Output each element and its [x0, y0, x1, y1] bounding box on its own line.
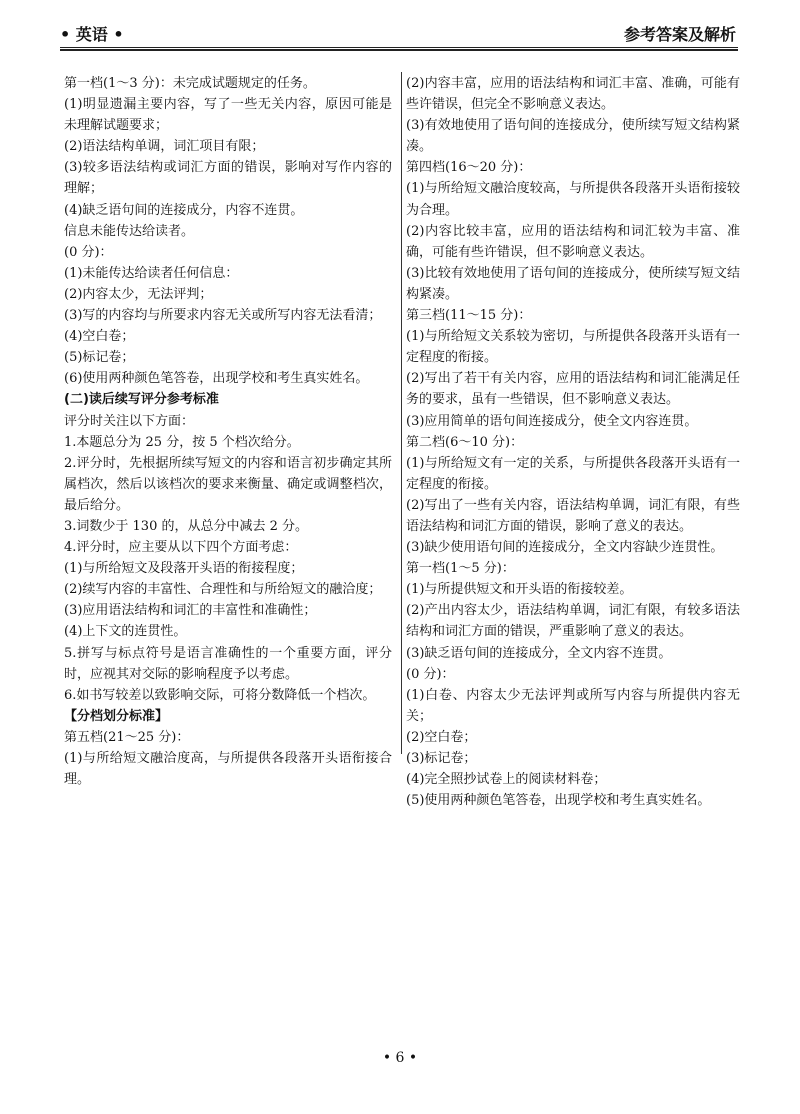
paragraph: 3.词数少于 130 的，从总分中减去 2 分。 — [64, 518, 309, 534]
paragraph: (1)与所给短文及段落开头语的衔接程度； — [64, 561, 304, 577]
subject-header: • 英语 • — [60, 25, 124, 44]
paragraph: (3)比较有效地使用了语句间的连接成分，使所续写短文结构紧凑。 — [406, 265, 740, 302]
paragraph: 第二档(6～10 分)： — [406, 434, 524, 450]
paragraph: 5.拼写与标点符号是语言准确性的一个重要方面，评分时，应视其对交际的影响程度予以考虑。 — [64, 645, 392, 682]
page-number: • 6 • — [382, 1050, 418, 1066]
paragraph: (1)明显遗漏主要内容，写了一些无关内容，原因可能是未理解试题要求； — [64, 97, 392, 134]
paragraph: (5)标记卷； — [64, 350, 135, 366]
paragraph: (1)与所给短文融洽度高，与所提供各段落开头语衔接合理。 — [64, 751, 392, 788]
paragraph: 第三档(11～15 分)： — [406, 308, 532, 324]
paragraph: (4)完全照抄试卷上的阅读材料卷； — [406, 772, 607, 788]
right-column — [406, 73, 740, 811]
paragraph: (3)应用语法结构和词汇的丰富性和准确性； — [64, 603, 317, 619]
paragraph: (5)使用两种颜色笔答卷，出现学校和考生真实姓名。 — [406, 793, 711, 809]
paragraph: (4)缺乏语句间的连接成分，内容不连贯。 — [64, 202, 304, 218]
paragraph: (2)空白卷； — [406, 729, 477, 745]
paragraph: (2)写出了若干有关内容，应用的语法结构和词汇能满足任务的要求，虽有一些错误，但不影响意义表达。 — [406, 371, 740, 408]
paragraph: (2)内容比较丰富，应用的语法结构和词汇较为丰富、准确，可能有些许错误，但不影响意义表达。 — [406, 223, 740, 260]
paragraph: (1)白卷、内容太少无法评判或所写内容与所提供内容无关； — [406, 687, 740, 724]
paragraph: (0 分)： — [64, 244, 113, 260]
paragraph: 第四档(16～20 分)： — [406, 160, 532, 176]
paragraph: (4)上下文的连贯性。 — [64, 624, 187, 640]
paragraph: (0 分)： — [406, 666, 455, 682]
paragraph: (3)应用简单的语句间连接成分，使全文内容连贯。 — [406, 413, 698, 429]
paragraph: 2.评分时，先根据所续写短文的内容和语言初步确定其所属档次，然后以该档次的要求来衡量、确定或调整档次，最后给分。 — [64, 455, 392, 513]
left-column — [64, 73, 392, 790]
paragraph: 信息未能传达给读者。 — [64, 223, 195, 239]
section-header: 参考答案及解析 — [623, 25, 736, 44]
paragraph: (1)与所给短文关系较为密切，与所提供各段落开头语有一定程度的衔接。 — [406, 329, 740, 366]
header-rule-thick — [60, 49, 738, 51]
paragraph: (2)续写内容的丰富性、合理性和与所给短文的融洽度； — [64, 582, 382, 598]
paragraph: 6.如书写较差以致影响交际，可将分数降低一个档次。 — [64, 687, 376, 703]
paragraph: (3)较多语法结构或词汇方面的错误，影响对写作内容的理解； — [64, 160, 392, 197]
paragraph: (3)缺乏语句间的连接成分，全文内容不连贯。 — [406, 645, 672, 661]
paragraph: (3)写的内容均与所要求内容无关或所写内容无法看清； — [64, 308, 382, 324]
paragraph: 第一档(1～3 分)：未完成试题规定的任务。 — [64, 76, 316, 91]
paragraph: (2)内容丰富，应用的语法结构和词汇丰富、准确，可能有些许错误，但完全不影响意义表达。 — [406, 76, 740, 113]
paragraph: (2)语法结构单调，词汇项目有限； — [64, 139, 265, 155]
paragraph: 第五档(21～25 分)： — [64, 729, 190, 745]
paragraph: (2)内容太少，无法评判； — [64, 286, 213, 302]
column-divider — [401, 72, 402, 754]
paragraph: (1)未能传达给读者任何信息： — [64, 265, 239, 281]
paragraph: (3)缺少使用语句间的连接成分，全文内容缺少连贯性。 — [406, 540, 724, 556]
section-heading: (二)读后续写评分参考标准 — [64, 392, 219, 408]
paragraph: 第一档(1～5 分)： — [406, 561, 515, 577]
paragraph: (2)写出了一些有关内容，语法结构单调，词汇有限，有些语法结构和词汇方面的错误，影响了意义的表达。 — [406, 497, 740, 534]
paragraph: 4.评分时，应主要从以下四个方面考虑： — [64, 540, 298, 556]
paragraph: (1)与所给短文融洽度较高，与所提供各段落开头语衔接较为合理。 — [406, 181, 740, 218]
paragraph: (6)使用两种颜色笔答卷，出现学校和考生真实姓名。 — [64, 371, 369, 387]
paragraph: (4)空白卷； — [64, 329, 135, 345]
section-heading: 【分档划分标准】 — [64, 708, 169, 724]
paragraph: (1)与所提供短文和开头语的衔接较差。 — [406, 582, 633, 598]
paragraph: 评分时关注以下方面： — [64, 413, 195, 429]
paragraph: (3)标记卷； — [406, 751, 477, 766]
header-rule-thin — [60, 47, 738, 48]
paragraph: (1)与所给短文有一定的关系，与所提供各段落开头语有一定程度的衔接。 — [406, 455, 740, 492]
paragraph: (3)有效地使用了语句间的连接成分，使所续写短文结构紧凑。 — [406, 118, 740, 155]
paragraph: (2)产出内容太少，语法结构单调，词汇有限，有较多语法结构和词汇方面的错误，严重影响了意义的表达。 — [406, 603, 740, 640]
paragraph: 1.本题总分为 25 分，按 5 个档次给分。 — [64, 434, 300, 450]
